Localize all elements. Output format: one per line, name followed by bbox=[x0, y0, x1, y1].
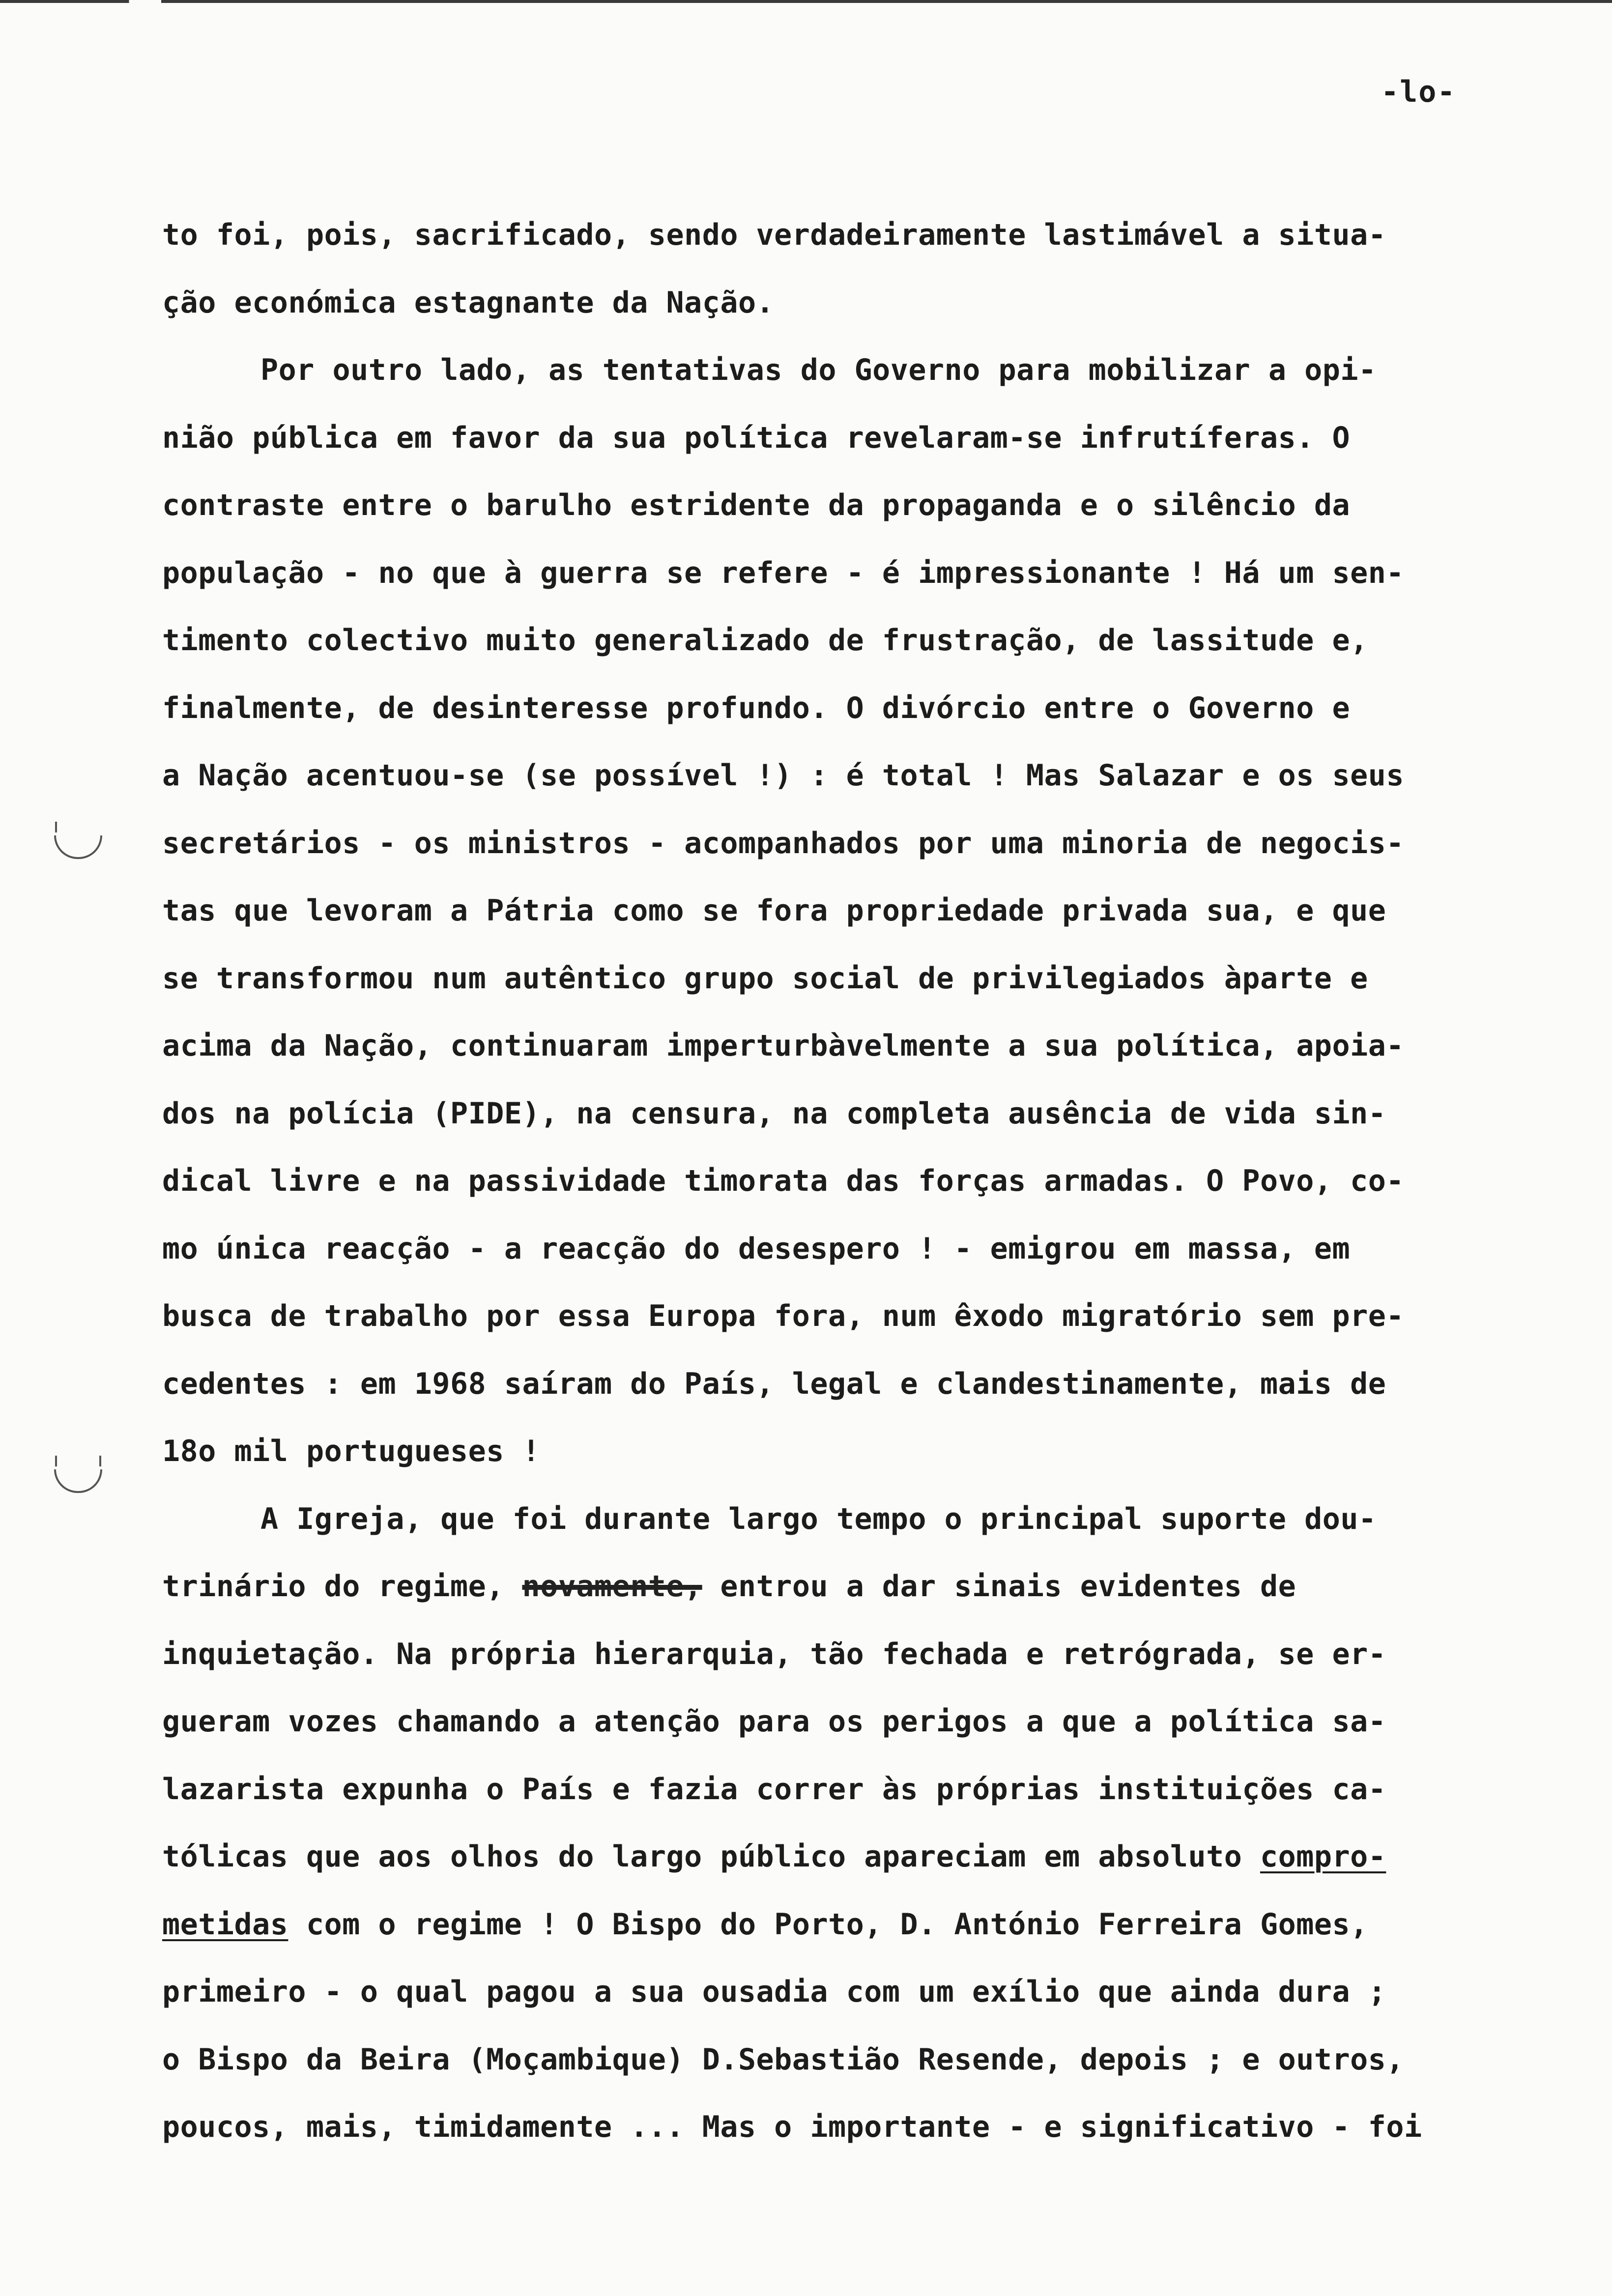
text-line: cedentes : em 1968 saíram do País, legal e clandestinamente, mais de bbox=[162, 1366, 1386, 1401]
struck-out-word: novamente, bbox=[522, 1569, 702, 1604]
underlined-word: compro- bbox=[1260, 1839, 1386, 1874]
text-line: ção económica estagnante da Nação. bbox=[162, 285, 775, 320]
text-line-with-underline bbox=[162, 1823, 1583, 1891]
text-line: finalmente, de desinteresse profundo. O divórcio entre o Governo e bbox=[162, 690, 1351, 725]
underlined-word: metidas bbox=[162, 1907, 288, 1942]
text-line: tas que levoram a Pátria como se fora propriedade privada sua, e que bbox=[162, 893, 1386, 928]
text-line: timento colectivo muito generalizado de frustração, de lassitude e, bbox=[162, 623, 1368, 658]
text-line: mo única reacção - a reacção do desespero ! - emigrou em massa, em bbox=[162, 1231, 1351, 1266]
text-line: nião pública em favor da sua política revelaram-se infrutíferas. O bbox=[162, 420, 1351, 455]
document-body bbox=[162, 201, 1583, 2161]
text-line: 18o mil portugueses ! bbox=[162, 1434, 541, 1468]
text-line: lazarista expunha o País e fazia correr às próprias instituições ca- bbox=[162, 1772, 1386, 1807]
text-line: busca de trabalho por essa Europa fora, num êxodo migratório sem pre- bbox=[162, 1299, 1404, 1333]
text-line: A Igreja, que foi durante largo tempo o principal suporte dou- bbox=[260, 1501, 1377, 1536]
text-segment: tólicas que aos olhos do largo público apareciam em absoluto bbox=[162, 1839, 1261, 1874]
text-line: primeiro - o qual pagou a sua ousadia com um exílio que ainda dura ; bbox=[162, 1975, 1386, 2009]
text-line: inquietação. Na própria hierarquia, tão fechada e retrógrada, se er- bbox=[162, 1636, 1386, 1671]
text-line: to foi, pois, sacrificado, sendo verdadeiramente lastimável a situa- bbox=[162, 218, 1386, 252]
text-line: a Nação acentuou-se (se possível !) : é total ! Mas Salazar e os seus bbox=[162, 758, 1404, 793]
top-border-line bbox=[0, 0, 1612, 3]
text-line: contraste entre o barulho estridente da propaganda e o silêncio da bbox=[162, 488, 1351, 522]
page-number: -lo- bbox=[1381, 75, 1456, 109]
text-line: gueram vozes chamando a atenção para os perigos a que a política sa- bbox=[162, 1704, 1386, 1739]
text-line: o Bispo da Beira (Moçambique) D.Sebastião Resende, depois ; e outros, bbox=[162, 2042, 1404, 2077]
text-line-with-underline bbox=[162, 1891, 1583, 1959]
text-line: secretários - os ministros - acompanhados por uma minoria de negocis- bbox=[162, 826, 1404, 861]
text-line: população - no que à guerra se refere - é impressionante ! Há um sen- bbox=[162, 555, 1404, 590]
text-line: dical livre e na passividade timorata das forças armadas. O Povo, co- bbox=[162, 1164, 1404, 1198]
text-line: dos na polícia (PIDE), na censura, na completa ausência de vida sin- bbox=[162, 1096, 1386, 1131]
text-segment: trinário do regime, bbox=[162, 1569, 522, 1604]
paragraph-2 bbox=[162, 337, 1583, 1486]
text-line: Por outro lado, as tentativas do Governo para mobilizar a opi- bbox=[260, 353, 1377, 387]
paragraph-1 bbox=[162, 201, 1583, 337]
text-line-with-strikeout bbox=[162, 1553, 1583, 1621]
text-segment: com o regime ! O Bispo do Porto, D. António Ferreira Gomes, bbox=[288, 1907, 1368, 1942]
text-segment: entrou a dar sinais evidentes de bbox=[702, 1569, 1296, 1604]
text-line: acima da Nação, continuaram imperturbàvelmente a sua política, apoia- bbox=[162, 1029, 1404, 1063]
paragraph-3 bbox=[162, 1486, 1583, 2161]
punch-hole-mark-upper bbox=[54, 835, 102, 859]
text-line: se transformou num autêntico grupo social de privilegiados àparte e bbox=[162, 961, 1368, 996]
punch-hole-mark-lower bbox=[54, 1469, 102, 1493]
text-line: poucos, mais, timidamente ... Mas o importante - e significativo - foi bbox=[162, 2110, 1422, 2144]
